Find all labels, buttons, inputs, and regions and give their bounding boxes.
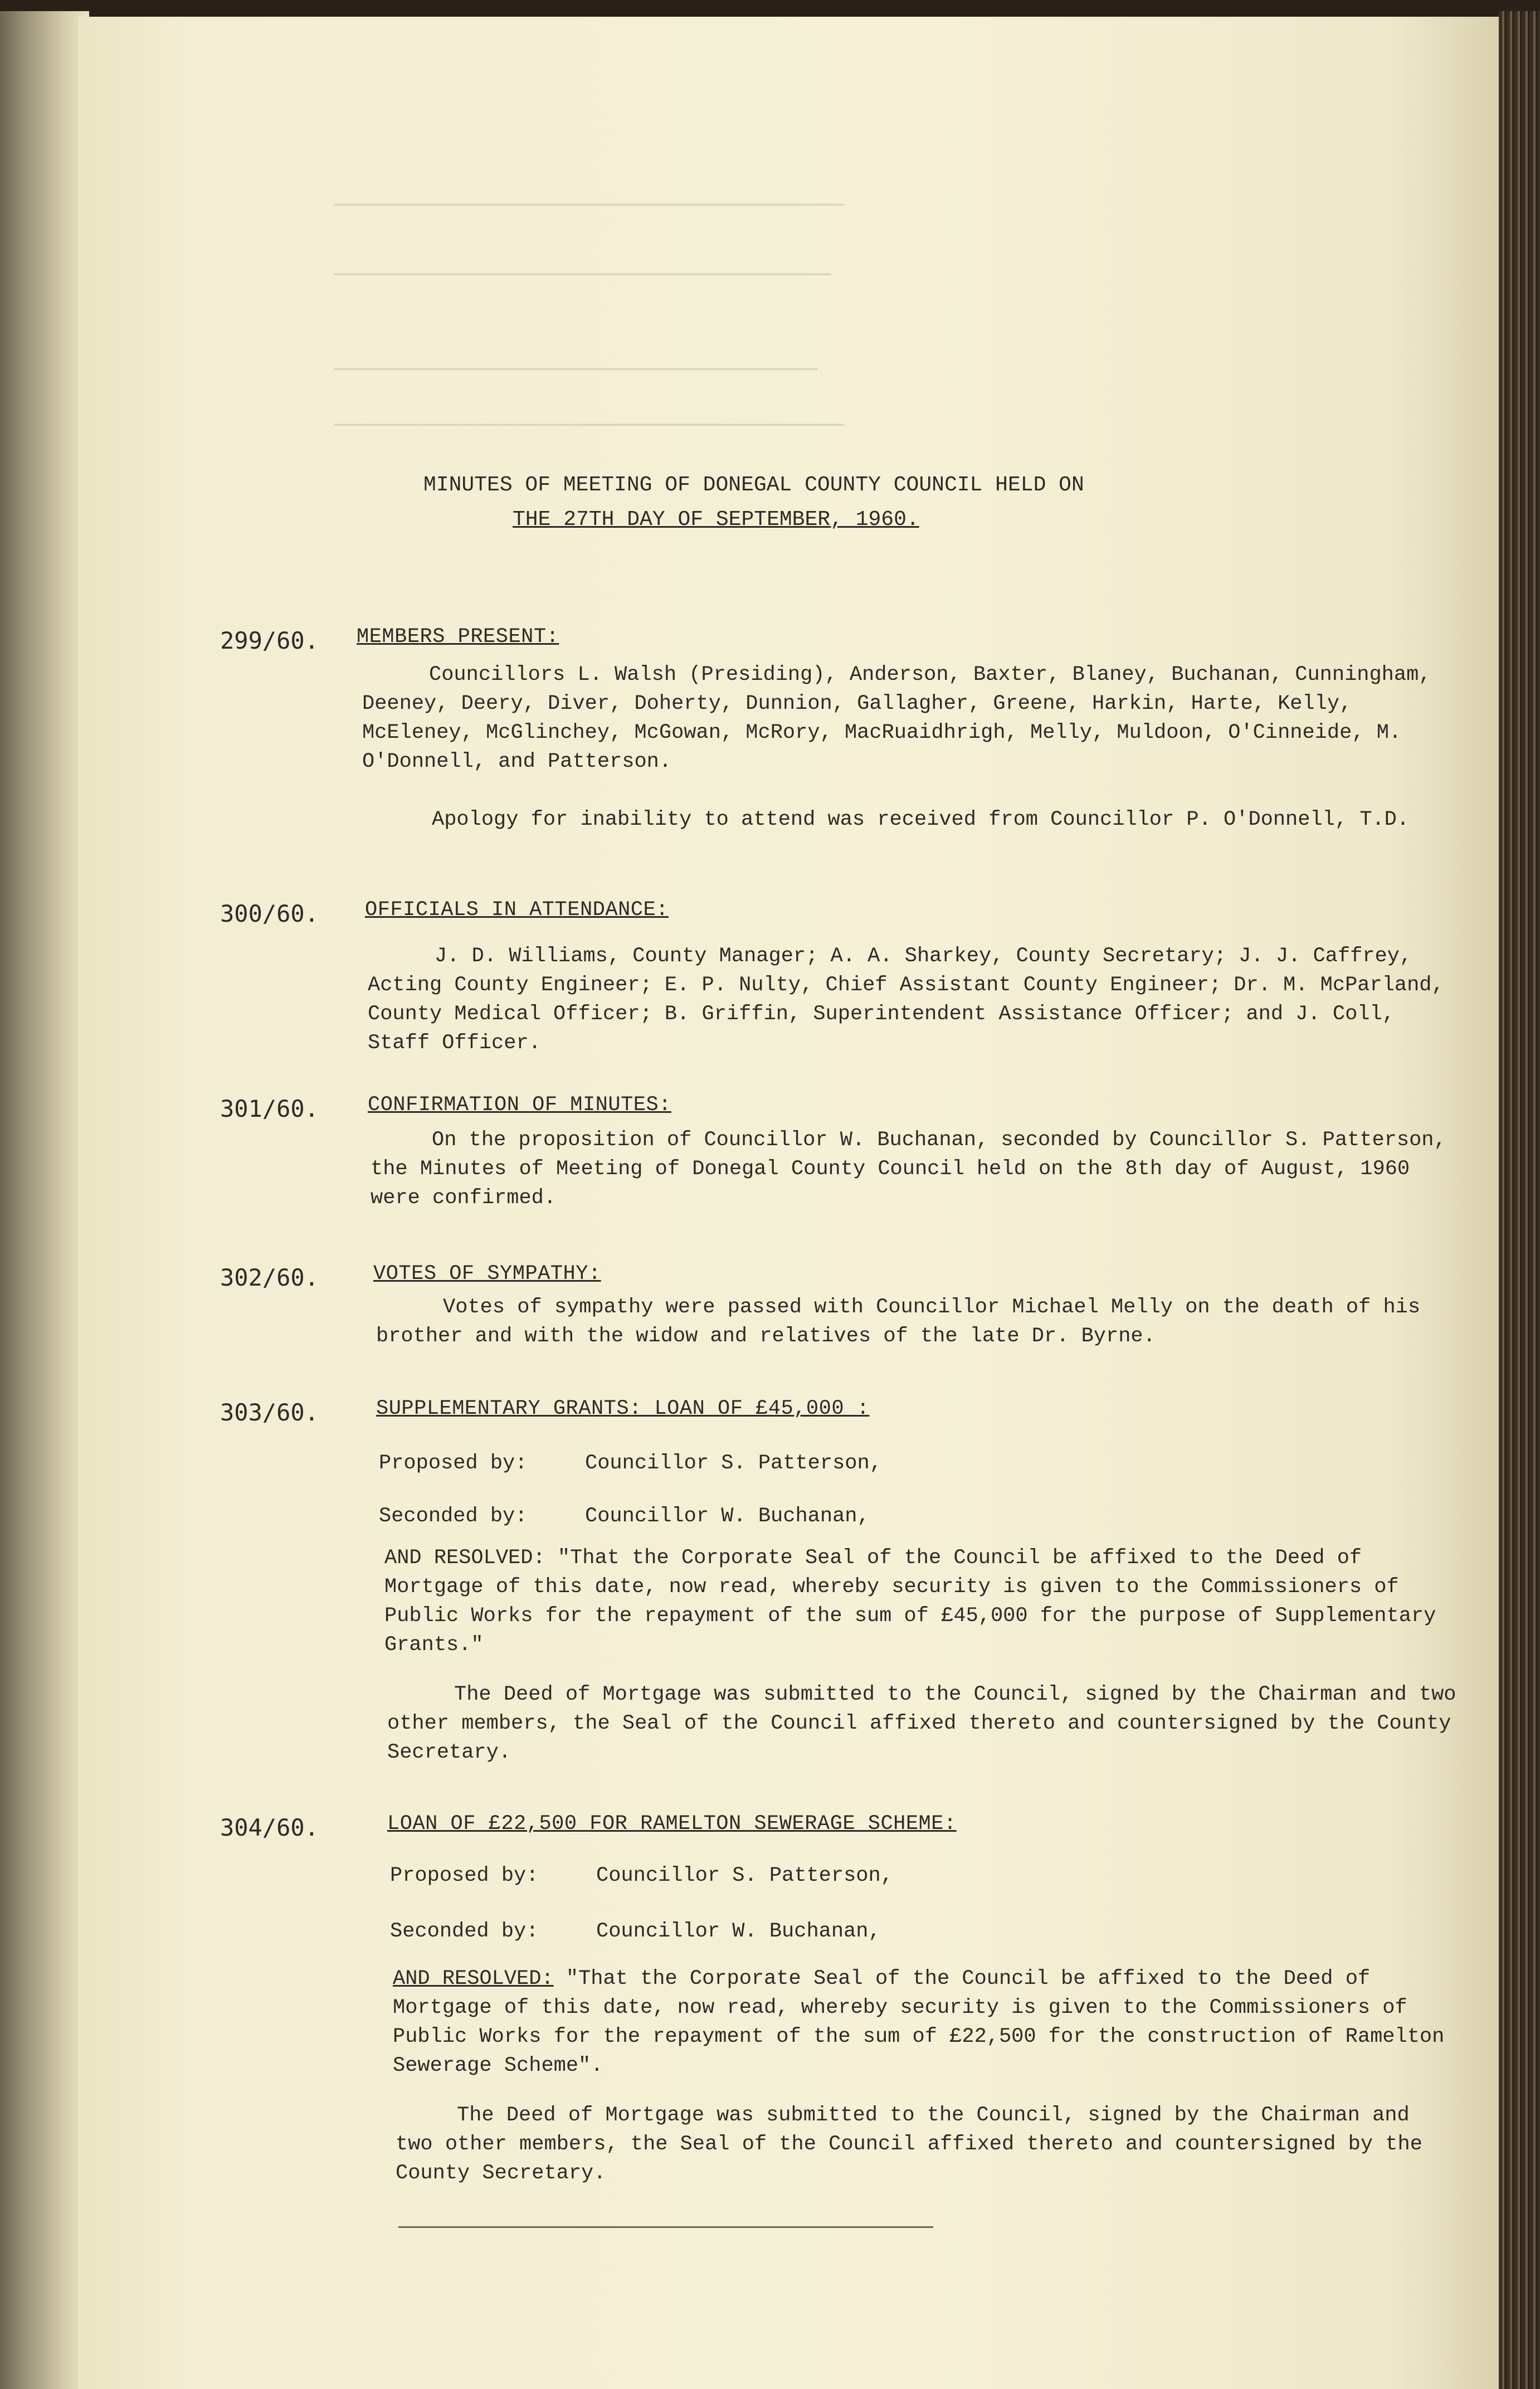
item-number: 303/60. [220,1399,319,1426]
proposed-by-row [390,1864,893,1887]
item-paragraph: Councillors L. Walsh (Presiding), Anderson, Baxter, Blaney, Buchanan, Cunningham, Deeney, Deery, Diver, Doherty, Dunnion, Gallagher, Greene, Harkin, Harte, Kelly, McEleney, McGlinchey, McGowan, McRory, MacRuaidhrigh, Melly, Muldoon, O'Cinneide, M. O'Donnell, and Patterson. [362,663,1444,773]
proposed-by-value: Councillor S. Patterson, [596,1864,893,1887]
proposed-by-row [379,1452,882,1475]
title-line-1: MINUTES OF MEETING OF DONEGAL COUNTY COUNCIL HELD ON [423,473,1084,497]
document-title [423,468,1148,537]
proposed-by-label: Proposed by: [390,1864,539,1887]
item-closing: The Deed of Mortgage was submitted to the Council, signed by the Chairman and two other members, the Seal of the Council affixed thereto and countersigned by the County Secretary. [387,1683,1469,1764]
item-heading: VOTES OF SYMPATHY: [373,1262,601,1286]
proposed-by-label: Proposed by: [379,1452,528,1475]
seconded-by-row [379,1505,870,1528]
seconded-by-label: Seconded by: [390,1920,539,1943]
resolution-paragraph [384,1544,1465,1660]
item-heading: CONFIRMATION OF MINUTES: [368,1093,671,1117]
item-heading: LOAN OF £22,500 FOR RAMELTON SEWERAGE SCHEME: [387,1812,957,1836]
item-closing: The Deed of Mortgage was submitted to the Council, signed by the Chairman and two other members, the Seal of the Council affixed thereto and countersigned by the County Secretary. [396,2104,1435,2185]
title-line-2: THE 27TH DAY OF SEPTEMBER, 1960. [513,508,919,532]
resolved-text: "That the Corporate Seal of the Council be affixed to the Deed of Mortgage of this date, now read, whereby security is given to the Commissioners of Public Works for the repayment of the sum of £45,000 for the purpose of Supplementary Grants." [384,1546,1449,1657]
seconded-by-value: Councillor W. Buchanan, [585,1505,870,1528]
item-number: 299/60. [220,627,319,654]
item-heading: SUPPLEMENTARY GRANTS: LOAN OF £45,000 : [376,1397,870,1420]
item-number: 302/60. [220,1264,319,1291]
closing-rule [398,2226,933,2228]
item-number: 300/60. [220,900,319,927]
item-paragraph: On the proposition of Councillor W. Buchanan, seconded by Councillor S. Patterson, the Minutes of Meeting of Donegal County Council held on the 8th day of August, 1960 were confirmed. [371,1128,1459,1210]
resolved-label: AND RESOLVED: [384,1546,545,1570]
item-heading: MEMBERS PRESENT: [357,625,559,649]
resolution-paragraph [393,1964,1457,2080]
item-number: 301/60. [220,1095,319,1122]
ledger-book: ────────────────────────────────────── ───────────────────────────────────── ──────────────────────────────────── ────────────────────────────────────── MINUTES OF MEETING OF DONEGAL COUNTY COUNCIL HELD ON THE 27TH DAY OF SEPTEMBER, 1960. 299/60. MEMBERS PRESENT: Councillors L. Walsh (Presiding), Anderson, Baxter, Blaney, Buchanan, Cunningham, Deeney, Deery, Diver, Doherty, Dunnion, Gallagher, Greene, Harkin, Harte, Kelly, McEleney, McGlinchey, McGowan, McRory, MacRuaidhrigh, Melly, Muldoon, O'Cinneide, M. O'Donnell, and Patterson. Apology for inability to attend was received from Councillor P. O'Donnell, T.D. 300/60. OFFICIALS IN ATTENDANCE: J. D. Williams, County Manager; A. A. Sharkey, County Secretary; J. J. Caffrey, Acting County Engineer; E. P. Nulty, Chief Assistant County Engineer; Dr. M. McParland, County Medical Officer; B. Griffin, Superintendent Assistance Officer; and J. Coll, Staff Officer. 301/60. CONFIRMATION OF MINUTES: On the proposition of Councillor W. Buchanan, seconded by Councillor S. Patterson, the Minutes of Meeting of Donegal County Council held on the 8th day of August, 1960 were confirmed. 302/60. VOTES OF SYMPATHY: Votes of sympathy were passed with Councillor Michael Melly on the death of his brother and with the widow and relatives of the late Dr. Byrne. 303/60. SUPPLEMENTARY GRANTS: LOAN OF £45,000 : Proposed by: Councillor S. Patterson, Seconded by: Councillor W. Buchanan, AND RESOLVED: "That the Corporate Seal of the Council be affixed to the Deed of Mortgage of this date, now read, whereby security is given to the Commissioners of Public Works for the repayment of the sum of £45,000 for the purpose of Supplementary Grants." The Deed of Mortgage was submitted to the Council, signed by the Chairman and two other members, the Seal of the Council affixed thereto and countersigned by the County Secretary. 304/60. LOAN OF £22,500 FOR RAMELTON SEWERAGE SCHEME: Proposed by: Councillor S. Patterson, Seconded by: Councillor W. Buchanan, AND RESOLVED: "That the Corporate Seal of the Council be affixed to the Deed of Mortgage of this date, now read, whereby security is given to the Commissioners of Public Works for the repayment of the sum of £22,500 for the construction of Ramelton Sewerage Scheme". The Deed of Mortgage was submitted to the Council, signed by the Chairman and two other members, the Seal of the Council affixed thereto and countersigned by the County Secretary. [0,0,1540,2389]
seconded-by-label: Seconded by: [379,1505,528,1528]
seconded-by-value: Councillor W. Buchanan, [596,1920,881,1943]
item-number: 304/60. [220,1814,319,1841]
resolved-text: "That the Corporate Seal of the Council be affixed to the Deed of Mortgage of this date, now read, whereby security is given to the Commissioners of Public Works for the repayment of the sum of £22,500 for the construction of Ramelton Sewerage Scheme". [393,1967,1457,2077]
resolved-label: AND RESOLVED: [393,1967,554,1991]
item-paragraph: Apology for inability to attend was received from Councillor P. O'Donnell, T.D. [432,808,1410,831]
item-paragraph: J. D. Williams, County Manager; A. A. Sharkey, County Secretary; J. J. Caffrey, Acting County Engineer; E. P. Nulty, Chief Assistant County Engineer; Dr. M. McParland, County Medical Officer; B. Griffin, Superintendent Assistance Officer; and J. Coll, Staff Officer. [368,945,1456,1055]
seconded-by-row [390,1920,881,1943]
proposed-by-value: Councillor S. Patterson, [585,1452,882,1475]
item-heading: OFFICIALS IN ATTENDANCE: [365,898,669,922]
item-paragraph: Votes of sympathy were passed with Councillor Michael Melly on the death of his brother and with the widow and relatives of the late Dr. Byrne. [376,1296,1433,1348]
